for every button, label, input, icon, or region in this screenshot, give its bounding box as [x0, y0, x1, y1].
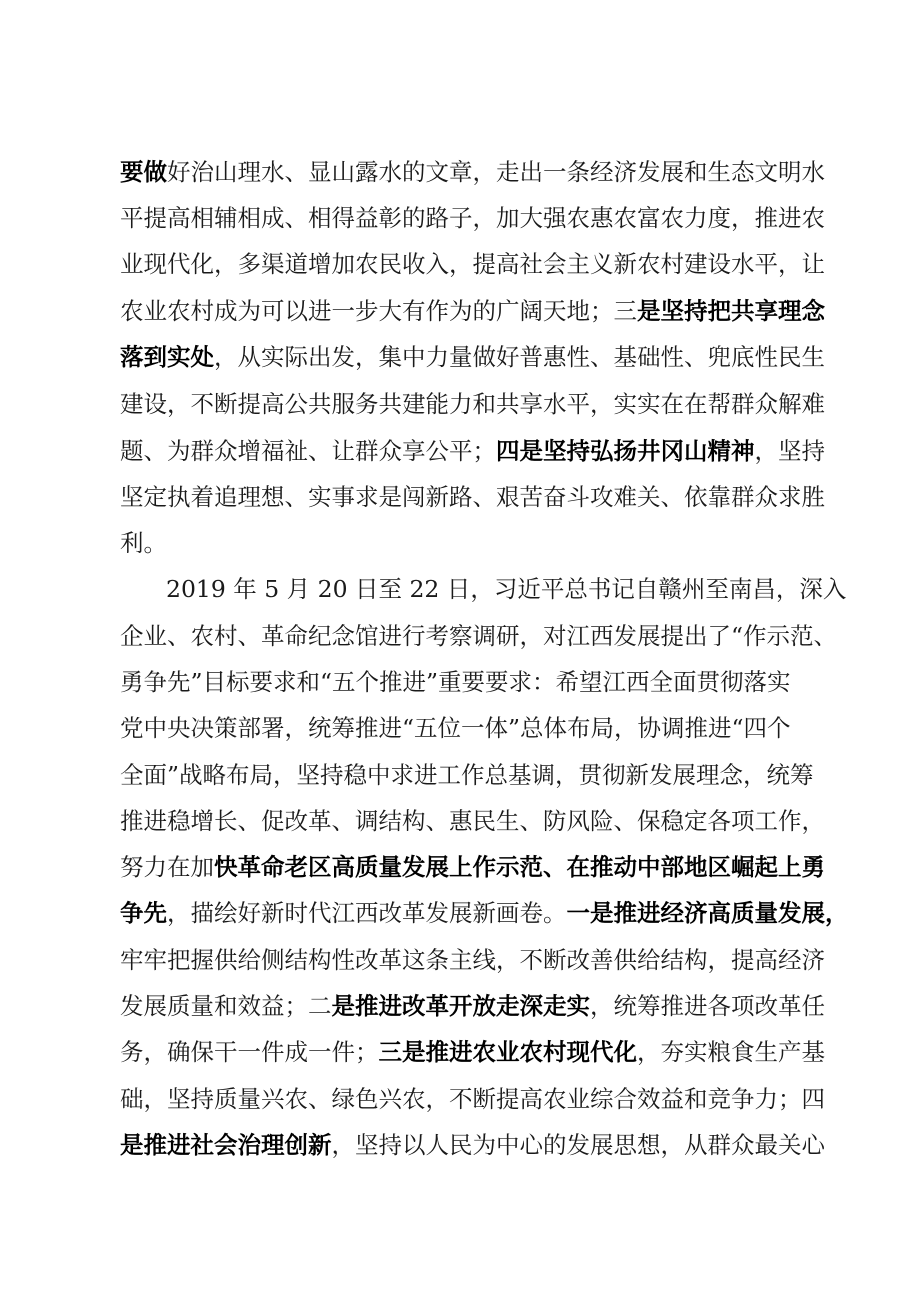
bold-text-run: 是推进改革开放走深走实	[331, 992, 590, 1020]
text-run: ，坚持以人民为中心的发展思想，从群众最关心	[331, 1131, 825, 1159]
text-run: 牢牢把握供给侧结构性改革这条主线，不断改善供给结构，提高经济	[120, 946, 825, 974]
text-run: 础，坚持质量兴农、绿色兴农，不断提高农业综合效益和竞争力；四	[120, 1085, 825, 1113]
text-line	[120, 713, 820, 743]
text-line	[120, 806, 825, 836]
text-line	[120, 203, 825, 233]
text-run: 利。	[120, 529, 167, 557]
bold-text-run: 三是推进农业农村现代化	[378, 1038, 637, 1066]
text-run: 建设，不断提高公共服务共建能力和共享水平，实实在在帮群众解难	[120, 390, 825, 418]
text-line	[166, 574, 866, 604]
text-line	[120, 991, 825, 1021]
text-line	[120, 945, 825, 975]
bold-text-run: 要做	[120, 158, 167, 186]
text-run: 平提高相辅相成、相得益彰的路子，加大强农惠农富农力度，推进农	[120, 204, 825, 232]
text-run: ，夯实粮食生产基	[637, 1038, 825, 1066]
text-line	[120, 898, 849, 928]
bold-text-run: 四是坚持弘扬井冈山精神	[496, 437, 755, 465]
text-line	[120, 1130, 825, 1160]
text-line	[120, 389, 825, 419]
text-line	[120, 482, 825, 512]
text-run: 党中央决策部署，统筹推进“五位一体”总体布局，协调推进“四个	[120, 714, 791, 742]
text-line	[120, 528, 820, 558]
text-run: ，从实际出发，集中力量做好普惠性、基础性、兜底性民生	[214, 343, 825, 371]
text-run: ，坚持	[754, 437, 825, 465]
bold-text-run: 是坚持把共享理念	[637, 297, 825, 325]
text-run: ，描绘好新时代江西改革发展新画卷。	[167, 899, 567, 927]
bold-text-run: 一是推进经济高质量发展，	[566, 899, 849, 927]
text-line	[120, 249, 825, 279]
text-run: 努力在加	[120, 853, 214, 881]
bold-text-run: 争先	[120, 899, 167, 927]
text-run: 全面”战略布局，坚持稳中求进工作总基调，贯彻新发展理念，统筹	[120, 761, 814, 789]
text-run: 发展质量和效益；二	[120, 992, 332, 1020]
text-line	[120, 296, 825, 326]
text-line	[120, 1037, 825, 1067]
text-line	[120, 621, 838, 651]
text-run: 好治山理水、显山露水的文章，走出一条经济发展和生态文明水	[167, 158, 825, 186]
bold-text-run: 快革命老区高质量发展上作示范、在推动中部地区崛起上勇	[214, 853, 825, 881]
text-run: 企业、农村、革命纪念馆进行考察调研，对江西发展提出了“作示范、	[120, 622, 838, 650]
text-line	[120, 667, 820, 697]
bold-text-run: 是推进社会治理创新	[120, 1131, 332, 1159]
text-line	[120, 1084, 825, 1114]
text-run: ，统筹推进各项改革任	[590, 992, 825, 1020]
text-run: 农业农村成为可以进一步大有作为的广阔天地；三	[120, 297, 637, 325]
text-line	[120, 852, 825, 882]
bold-text-run: 落到实处	[120, 343, 214, 371]
text-line	[120, 760, 820, 790]
text-run: 2019 年 5 月 20 日至 22 日，习近平总书记自赣州至南昌，深入	[166, 575, 847, 603]
text-run: 推进稳增长、促改革、调结构、惠民生、防风险、保稳定各项工作，	[120, 807, 825, 835]
text-line	[120, 436, 825, 466]
text-run: 务，确保干一件成一件；	[120, 1038, 379, 1066]
text-run: 业现代化，多渠道增加农民收入，提高社会主义新农村建设水平，让	[120, 250, 825, 278]
text-run: 勇争先”目标要求和“五个推进”重要要求：希望江西全面贯彻落实	[120, 668, 791, 696]
text-run: 坚定执着追理想、实事求是闯新路、艰苦奋斗攻难关、依靠群众求胜	[120, 483, 825, 511]
text-run: 题、为群众增福祉、让群众享公平；	[120, 437, 496, 465]
text-line	[120, 342, 825, 372]
text-line	[120, 157, 825, 187]
